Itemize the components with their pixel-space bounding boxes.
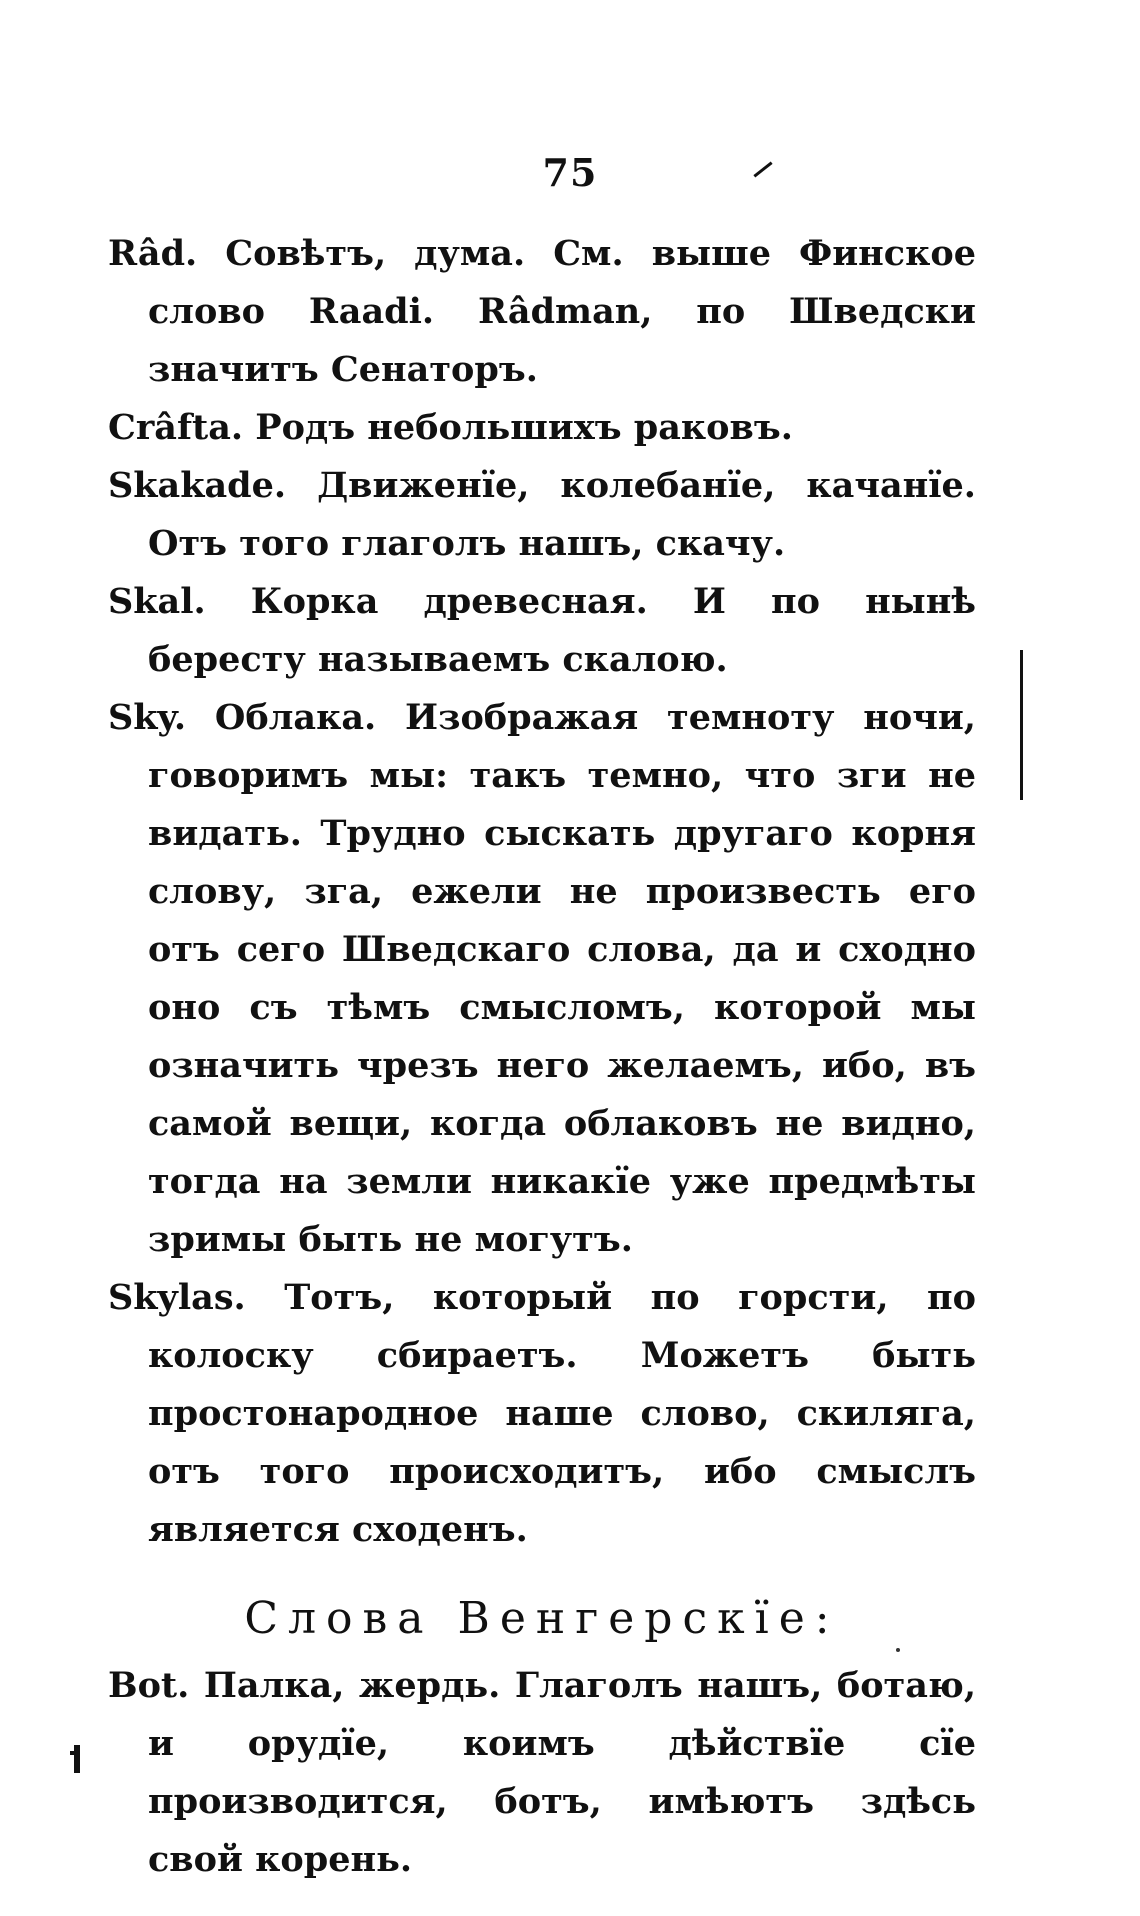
- corner-ink-mark: [74, 1745, 80, 1773]
- dictionary-entry: [108, 1269, 976, 1559]
- entry-definition: Корка древесная. И по нынѣ бересту называемъ скалою.: [148, 581, 976, 680]
- section-heading: Слова Венгерскïе:: [244, 1593, 840, 1644]
- entry-term: Skylas.: [108, 1277, 246, 1318]
- entry-definition: Палка, жердь. Глаголъ нашъ, ботаю, и орудïе, коимъ дѣйствïе сïе производится, ботъ, имѣютъ здѣсь свой корень.: [148, 1665, 976, 1880]
- entry-term: Skal.: [108, 581, 206, 622]
- entry-definition: Тотъ, который по горсти, по колоску сбираетъ. Можетъ быть простонародное наше слово, скиляга, отъ того происходитъ, ибо смыслъ является сходенъ.: [148, 1277, 976, 1550]
- dictionary-entry: [108, 225, 976, 399]
- ink-speck: [896, 1648, 900, 1652]
- entry-term: Crâfta.: [108, 407, 244, 448]
- dictionary-entry: [108, 457, 976, 573]
- entry-definition: Движенïе, колебанïе, качанïе. Отъ того глаголъ нашъ, скачу.: [148, 465, 976, 564]
- margin-line-mark: [1020, 650, 1023, 800]
- entry-term: Râd.: [108, 233, 198, 274]
- entry-term: Bot.: [108, 1665, 190, 1706]
- entry-definition: Родъ небольшихъ раковъ.: [255, 407, 793, 448]
- page-number: 75: [542, 150, 598, 195]
- dictionary-body: [108, 225, 976, 1889]
- dictionary-entry: [108, 1657, 976, 1889]
- dictionary-entry: [108, 573, 976, 689]
- entry-term: Sky.: [108, 697, 187, 738]
- entry-term: Skakade.: [108, 465, 287, 506]
- dictionary-entry: [108, 689, 976, 1269]
- entry-definition: Облака. Изображая темноту ночи, говоримъ мы: такъ темно, что зги не видать. Трудно сыскать другаго корня слову, зга, ежели не произвесть его отъ сего Шведскаго слова, да и сходно оно съ тѣмъ смысломъ, которой мы означить чрезъ него желаемъ, ибо, въ самой вещи, когда облаковъ не видно, тогда на земли никакïе уже предмѣты зримы быть не могутъ.: [148, 697, 976, 1260]
- entry-definition: Совѣтъ, дума. См. выше Финское слово Raadi. Râdman, по Шведски значитъ Сенаторъ.: [148, 233, 976, 390]
- dictionary-entry: [108, 399, 976, 457]
